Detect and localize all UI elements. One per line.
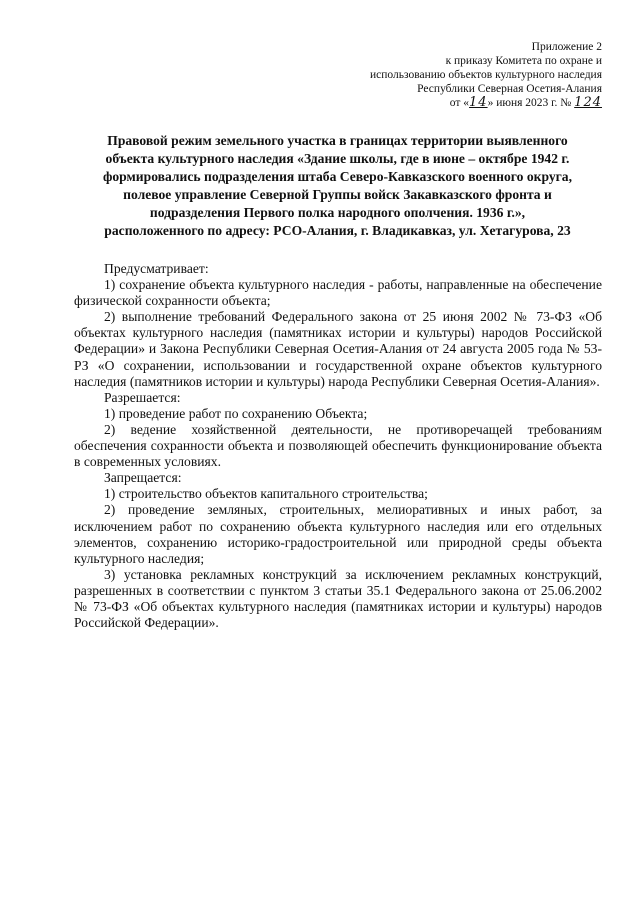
allowed-item-1: 1) проведение работ по сохранению Объекта; bbox=[104, 405, 368, 421]
forbidden-item-1: 1) строительство объектов капитального строительства; bbox=[104, 486, 428, 502]
appendix-date-line bbox=[370, 96, 602, 110]
forbidden-heading: Запрещается: bbox=[104, 470, 182, 486]
allowed-item-2: 2) ведение хозяйственной деятельности, не противоречащей требованиям обеспечения сохранности объекта и позволяющей обеспечить функционирование объекта в современных условиях. bbox=[74, 421, 602, 470]
provides-item-1: 1) сохранение объекта культурного наследия - работы, направленные на обеспечение физической сохранности объекта; bbox=[74, 277, 602, 309]
allowed-heading: Разрешается: bbox=[104, 389, 181, 405]
appendix-header bbox=[370, 40, 602, 110]
provides-heading: Предусматривает: bbox=[104, 261, 209, 276]
document-body bbox=[74, 261, 602, 631]
title-line-4: полевое управление Северной Группы войск Закавказского фронта и bbox=[123, 187, 552, 202]
title-line-3: формировались подразделения штаба Северо-Кавказского военного округа, bbox=[102, 169, 573, 184]
title-line-2: объекта культурного наследия «Здание школы, где в июне – октябре 1942 г. bbox=[105, 151, 570, 166]
date-prefix: от « bbox=[449, 97, 470, 109]
title-line-1: Правовой режим земельного участка в границах территории выявленного bbox=[107, 133, 568, 148]
handwritten-order-number: 124 bbox=[574, 95, 602, 110]
appendix-line-4: Республики Северная Осетия-Алания bbox=[417, 83, 602, 95]
provides-item-2: 2) выполнение требований Федерального закона от 25 июня 2002 № 73-ФЗ «Об объектах культурного наследия (памятниках истории и культуры) народов Российской Федерации» и Закона Республики Северная Осетия-Алания от 24 августа 2005 года № 53-РЗ «О сохранении, использовании и государственной охране объектов культурного наследия (памятников истории и культуры) народа Республики Северная Осетия-Алания». bbox=[74, 309, 602, 389]
title-line-6: расположенного по адресу: РСО-Алания, г. Владикавказ, ул. Хетагурова, 23 bbox=[104, 223, 571, 238]
forbidden-item-2: 2) проведение земляных, строительных, мелиоративных и иных работ, за исключением работ по сохранению объекта культурного наследия или его отдельных элементов, сохранению историко-градостроительной или природной среды объекта культурного наследия; bbox=[74, 502, 602, 566]
forbidden-item-3: 3) установка рекламных конструкций за исключением рекламных конструкций, разрешенных в соответствии с пунктом 3 статьи 35.1 Федерального закона от 25.06.2002 № 73-ФЗ «Об объектах культурного наследия (памятниках истории и культуры) народов Российской Федерации». bbox=[74, 566, 602, 631]
date-middle: » июня 2023 г. № bbox=[487, 97, 572, 109]
appendix-line-3: использованию объектов культурного наследия bbox=[369, 69, 602, 81]
title-line-5: подразделения Первого полка народного ополчения. 1936 г.», bbox=[149, 205, 526, 220]
appendix-line-2: к приказу Комитета по охране и bbox=[445, 55, 602, 67]
document-title bbox=[70, 132, 605, 240]
handwritten-day: 14 bbox=[469, 95, 488, 110]
appendix-line-1: Приложение 2 bbox=[531, 41, 602, 53]
